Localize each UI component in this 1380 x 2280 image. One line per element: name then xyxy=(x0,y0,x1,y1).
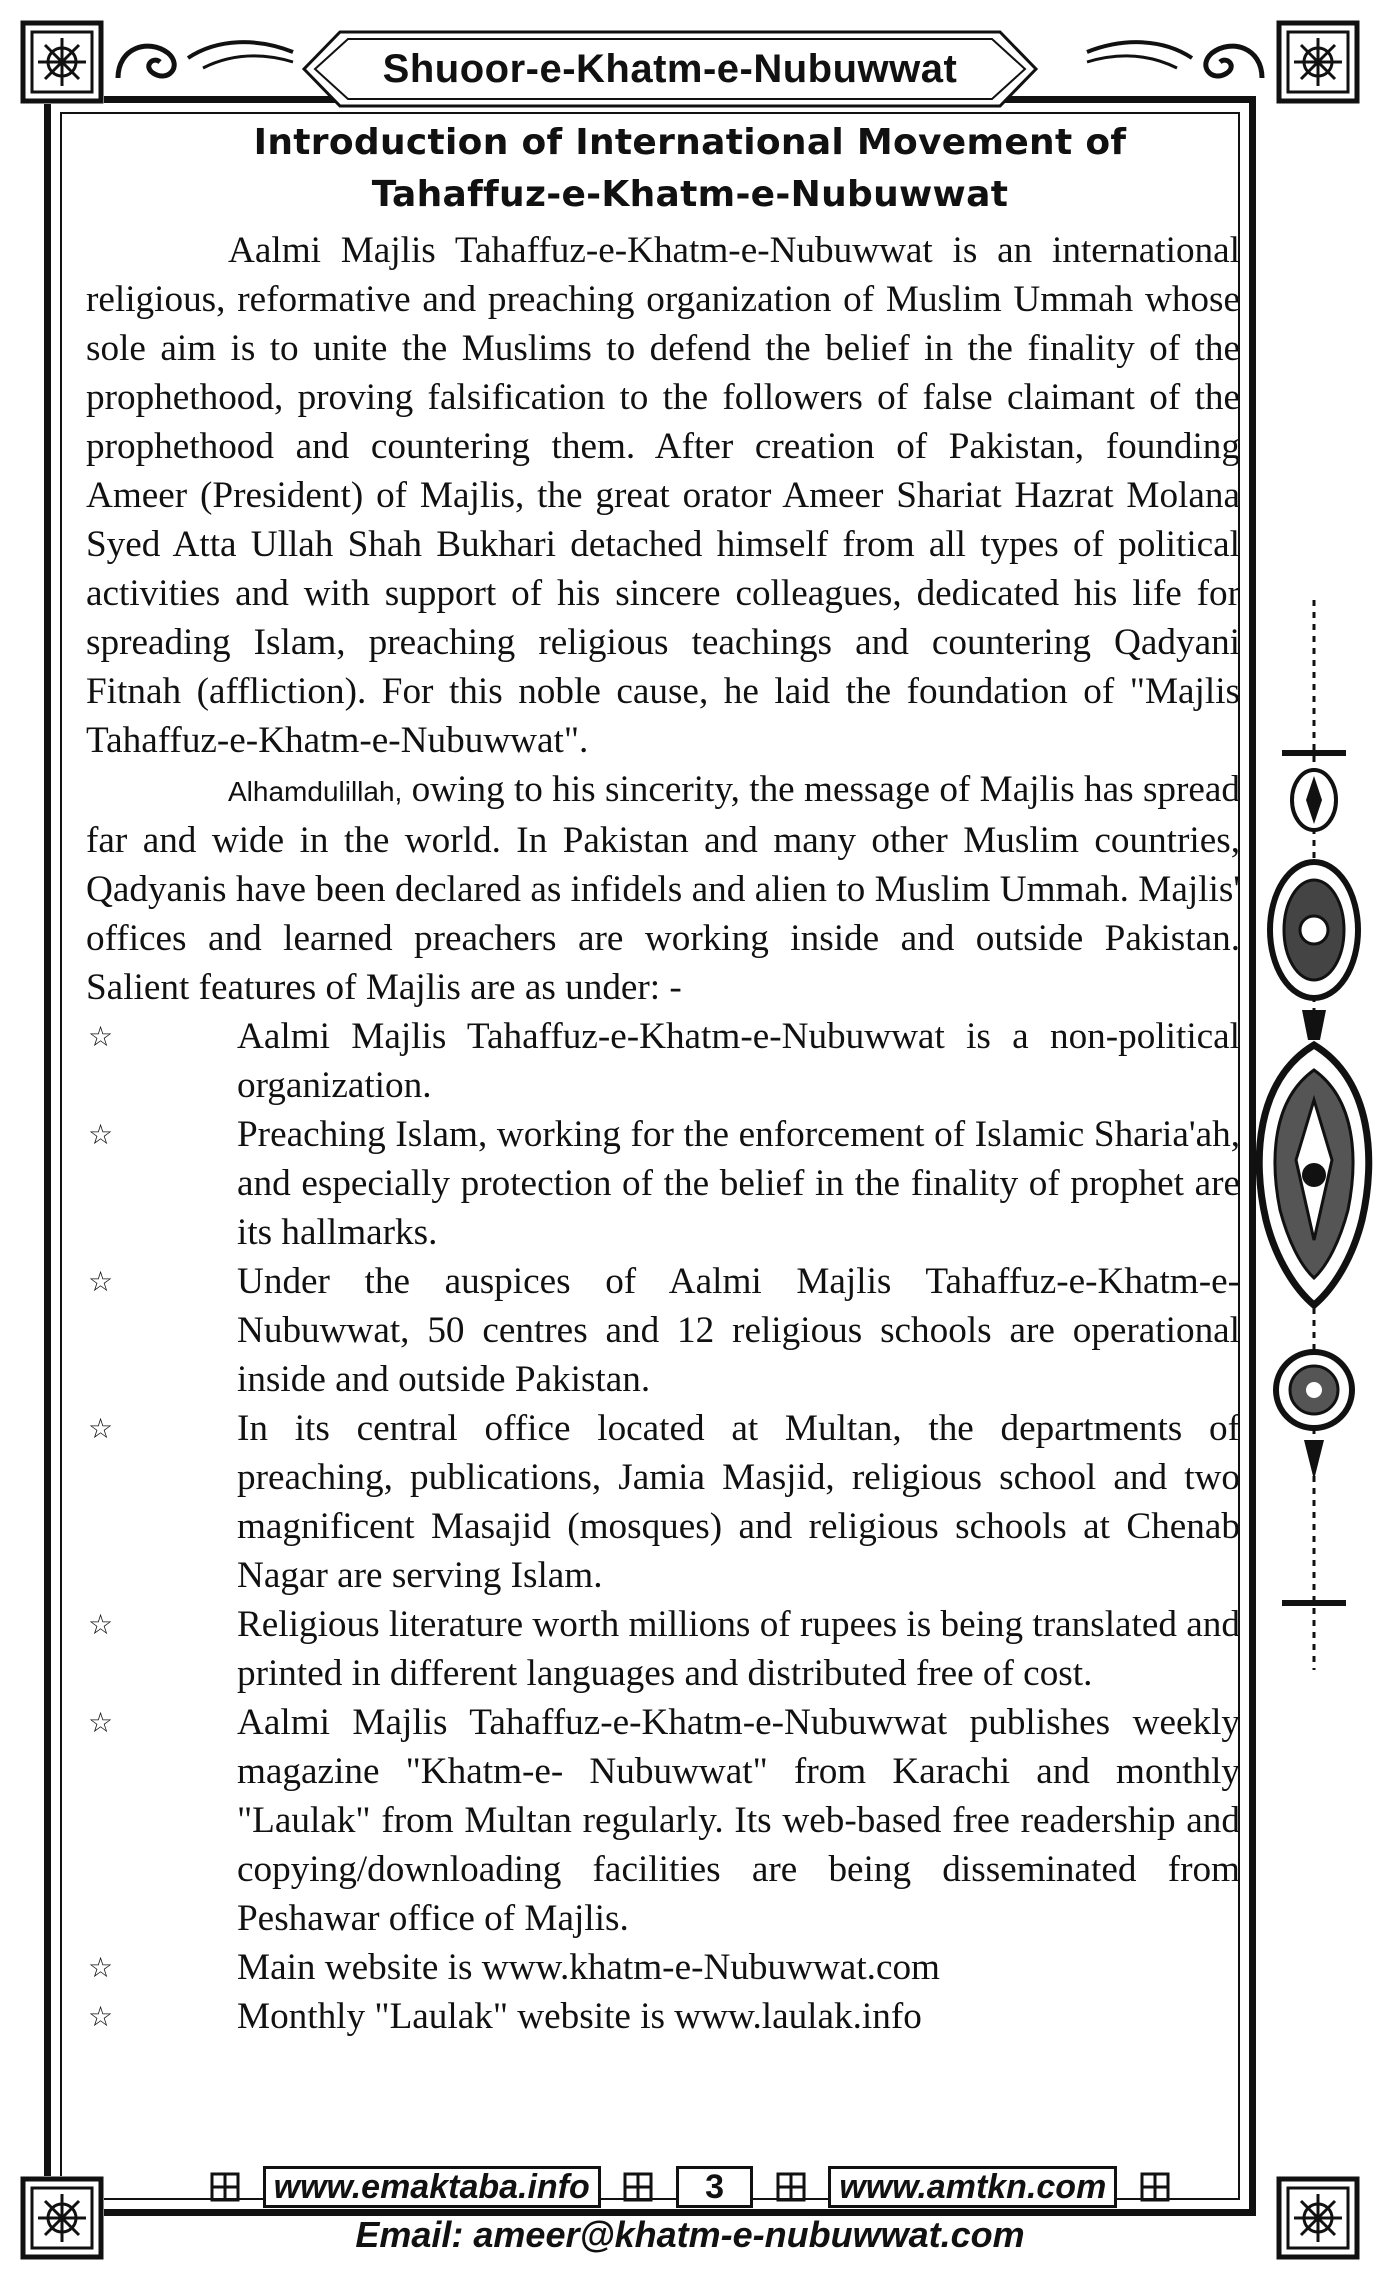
list-item-text: Monthly "Laulak" website is www.laulak.info xyxy=(237,1996,922,2037)
grid-ornament-icon xyxy=(623,2172,653,2202)
corner-ornament-top-left xyxy=(20,20,104,104)
header-swirl-left xyxy=(108,28,298,88)
list-item-text: In its central office located at Multan, the departments of preaching, publications, Jamia Masjid, religious school and two magnificent Masajid (mosques) and religious schools at Chenab Nagar are serving Islam. xyxy=(237,1408,1240,1596)
list-item-text: Under the auspices of Aalmi Majlis Tahaffuz-e-Khatm-e-Nubuwwat, 50 centres and 12 religious schools are operational inside and outside Pakistan. xyxy=(237,1261,1240,1400)
article-body xyxy=(86,226,1240,2041)
list-item-text: Aalmi Majlis Tahaffuz-e-Khatm-e-Nubuwwat is a non-political organization. xyxy=(237,1016,1240,1106)
paragraph-intro: Aalmi Majlis Tahaffuz-e-Khatm-e-Nubuwwat is an international religious, reformative and preaching organization of Muslim Ummah whose sole aim is to unite the Muslims to defend the belief in the finality of the prophethood, proving falsification to the followers of false claimant of the prophethood and countering them. After creation of Pakistan, founding Ameer (President) of Majlis, the great orator Ameer Shariat Hazrat Molana Syed Atta Ullah Shah Bukhari detached himself from all types of political activities and with support of his sincere colleagues, dedicated his life for spreading Islam, preaching religious teachings and countering Qadyani Fitnah (affliction). For this noble cause, he laid the foundation of "Majlis Tahaffuz-e-Khatm-e-Nubuwwat". xyxy=(86,230,1240,761)
star-icon: ☆ xyxy=(88,2000,114,2033)
footer-website-left[interactable]: www.emaktaba.info xyxy=(263,2166,601,2208)
star-icon: ☆ xyxy=(88,1706,114,1739)
paragraph-alhamdulillah-text: owing to his sincerity, the message of Majlis has spread far and wide in the world. In Pakistan and many other Muslim countries, Qadyanis have been declared as infidels and alien to Muslim Ummah. Majlis' offices and learned preachers are working inside and outside Pakistan. Salient features of Majlis are as under: - xyxy=(86,769,1240,1008)
footer-website-right[interactable]: www.amtkn.com xyxy=(828,2166,1117,2208)
star-icon: ☆ xyxy=(88,1951,114,1984)
page-footer xyxy=(210,2166,1170,2208)
list-item-text: Religious literature worth millions of rupees is being translated and printed in different languages and distributed free of cost. xyxy=(237,1604,1240,1694)
list-item-text: Preaching Islam, working for the enforcement of Islamic Sharia'ah, and especially protection of the belief in the finality of prophet are its hallmarks. xyxy=(237,1114,1240,1253)
footer-email[interactable]: Email: ameer@khatm-e-nubuwwat.com xyxy=(355,2214,1025,2255)
corner-ornament-top-right xyxy=(1276,20,1360,104)
paragraph-lead-word: Alhamdulillah, xyxy=(228,776,403,807)
page-heading-line-2: Tahaffuz-e-Khatm-e-Nubuwwat xyxy=(371,174,1009,215)
page-number: 3 xyxy=(676,2166,753,2208)
star-icon: ☆ xyxy=(88,1265,114,1298)
list-item xyxy=(86,1110,1240,1257)
paragraph-alhamdulillah xyxy=(86,765,1240,1012)
list-item xyxy=(86,1943,1240,1992)
star-icon: ☆ xyxy=(88,1020,114,1053)
list-item xyxy=(86,1698,1240,1943)
grid-ornament-icon xyxy=(210,2172,240,2202)
header-swirl-right xyxy=(1082,28,1272,88)
side-ornament xyxy=(1252,600,1376,1670)
running-header xyxy=(300,26,1040,112)
list-item xyxy=(86,1257,1240,1404)
grid-ornament-icon xyxy=(776,2172,806,2202)
list-item xyxy=(86,1600,1240,1698)
star-icon: ☆ xyxy=(88,1412,114,1445)
list-item xyxy=(86,1992,1240,2041)
star-icon: ☆ xyxy=(88,1118,114,1151)
grid-ornament-icon xyxy=(1140,2172,1170,2202)
list-item xyxy=(86,1012,1240,1110)
list-item-text: Main website is www.khatm-e-Nubuwwat.com xyxy=(237,1947,940,1988)
star-icon: ☆ xyxy=(88,1608,114,1641)
list-item-text: Aalmi Majlis Tahaffuz-e-Khatm-e-Nubuwwat publishes weekly magazine "Khatm-e- Nubuwwat" from Karachi and monthly "Laulak" from Multan regularly. Its web-based free readership and copying/downloading facilities are being disseminated from Peshawar office of Majlis. xyxy=(237,1702,1240,1939)
list-item xyxy=(86,1404,1240,1600)
page-heading-line-1: Introduction of International Movement of xyxy=(253,122,1127,163)
running-header-title: Shuoor-e-Khatm-e-Nubuwwat xyxy=(382,46,958,91)
